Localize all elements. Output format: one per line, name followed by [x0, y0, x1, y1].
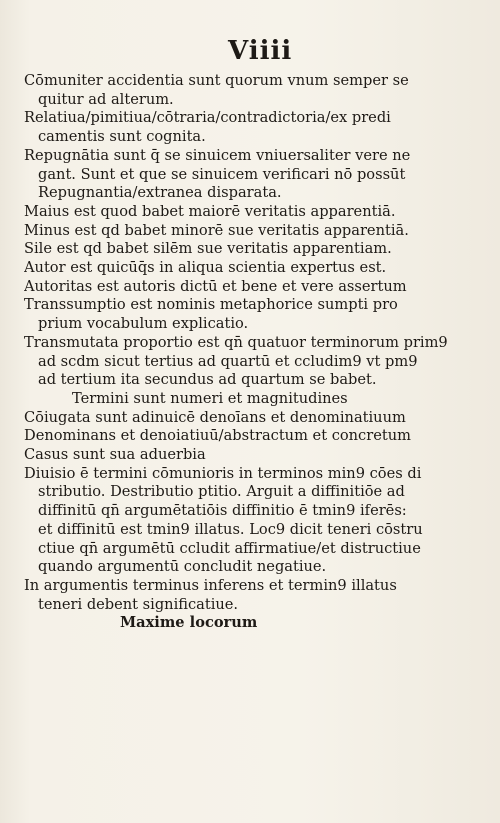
text-line: teneri debent significatiue.	[38, 595, 239, 613]
text-line: quando argumentū concludit negatiue.	[38, 558, 327, 576]
text-line: Repugnantia/extranea disparata.	[38, 184, 282, 202]
text-line: Casus sunt sua aduerbia	[24, 446, 206, 464]
text-line: Sile est qd̄ babet silēm sue veritatis apparentiam.	[24, 240, 392, 258]
text-line: diffinitū qn̄ argumētatiōis diffinitio ē tmin9 iferēs:	[38, 502, 407, 520]
text-line: Cōmuniter accidentia sunt quorum vnum semper se	[24, 72, 409, 89]
text-line: ad tertium ita secundus ad quartum se babet.	[38, 371, 377, 389]
text-line: prium vocabulum explicatio.	[38, 315, 249, 333]
text-line: et diffinitū est tmin9 illatus. Loc9 dicit teneri cōstru	[38, 520, 423, 538]
text-line: Transsumptio est nominis metaphorice sumpti pro	[24, 296, 398, 314]
text-line: Autor est quicūq̄s in aliqua scientia expertus est.	[24, 259, 387, 277]
text-line: Repugnātia sunt q̄ se sinuicem vniuersaliter vere ne	[24, 146, 411, 164]
text-line: Maius est quod babet maiorē veritatis apparentiā.	[24, 202, 396, 220]
page-text-block	[24, 72, 469, 633]
text-line: Transmutata proportio est qn̄ quatuor terminorum prim9	[24, 333, 448, 351]
text-line: gant. Sunt et que se sinuicem verificari nō possūt	[38, 165, 406, 183]
text-line: Cōiugata sunt adinuicē denoīans et denominatiuum	[24, 408, 406, 426]
text-line: stributio. Destributio ptitio. Arguit a diffinitiōe ad	[38, 483, 405, 501]
text-line: ctiue qn̄ argumētū ccludit affirmatiue/et distructiue	[38, 539, 421, 557]
catchword-heading: Maxime locorum	[120, 614, 258, 632]
text-line: Relatiua/pimitiua/cōtraria/contradictoria/ex predi	[24, 109, 391, 127]
text-line: Denominans et denoiatiuū/abstractum et concretum	[24, 427, 411, 445]
text-line: Minus est qd̄ babet minorē sue veritatis apparentiā.	[24, 221, 409, 239]
text-line: Termini sunt numeri et magnitudines	[72, 389, 348, 407]
text-line: Diuisio ē termini cōmunioris in terminos min9 cōes di	[24, 464, 422, 482]
text-line: ad scdm sicut tertius ad quartū et ccludim9 vt pm9	[38, 352, 418, 370]
text-line: quitur ad alterum.	[38, 90, 174, 108]
text-line: Autoritas est autoris dictū et bene et vere assertum	[24, 277, 407, 295]
folio-signature: Viiii	[228, 36, 293, 66]
text-line: In argumentis terminus inferens et termin9 illatus	[24, 576, 397, 594]
text-line: camentis sunt cognita.	[38, 128, 206, 146]
